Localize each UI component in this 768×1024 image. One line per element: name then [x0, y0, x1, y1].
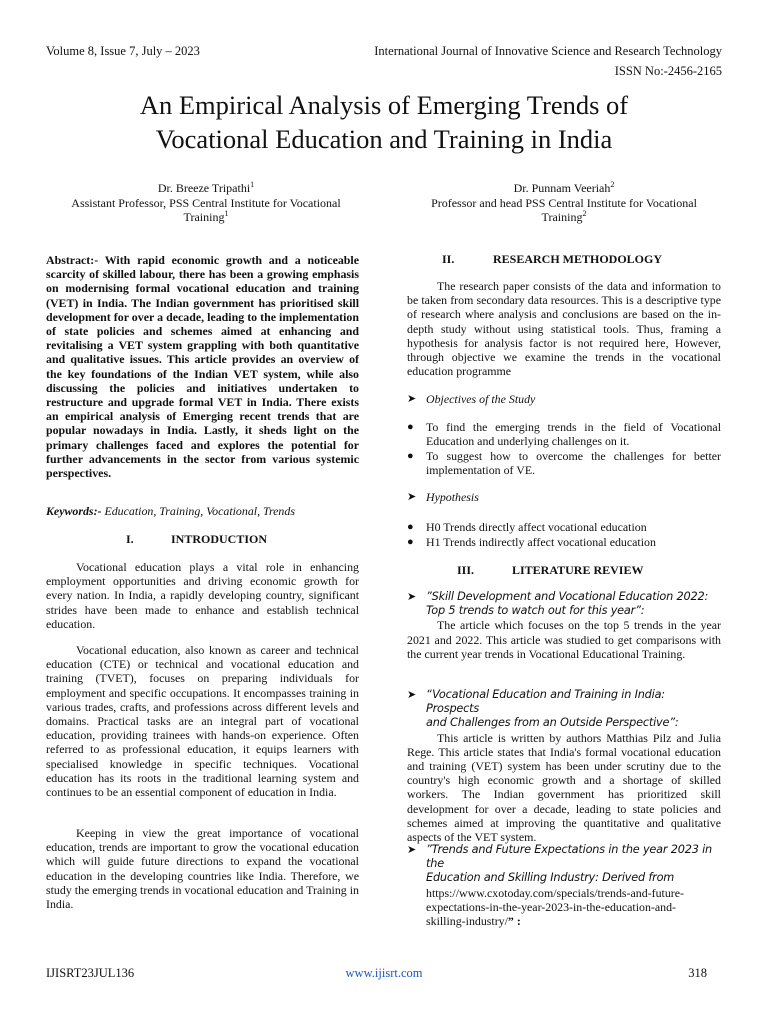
literature-heading	[457, 563, 697, 578]
lit-3-url-suffix: ” :	[507, 914, 521, 929]
lit-3-url-2[interactable]: expectations-in-the-year-2023-in-the-education-and-	[426, 899, 677, 914]
hypothesis-item-2	[407, 535, 721, 549]
round-bullet-icon: ●	[407, 450, 414, 462]
lit-1-heading-2: Top 5 trends to watch out for this year”:	[426, 604, 645, 618]
abstract-text: With rapid economic growth and a noticeable scarcity of skilled labour, there has been a growing emphasis on modernising formal vocational education and training (VET) in India. The Indian government has prioritised skill development for over a decade, leading to the implementation of state policies and schemes aimed at enhancing and revitalising a VET system grappling with both quantitative and qualitative issues. This article provides an overview of the key foundations of the Indian VET system, while also discussing the policies and initiatives undertaken to restructure and upgrade formal VET in India. There exists an empirical analysis of Emerging recent trends that are popular nowadays in India. Lastly, it sheds light on the primary challenges faced and explores the potential for further advancements in the sector from various systemic perspectives.	[46, 253, 359, 481]
keywords	[46, 504, 359, 518]
intro-paragraph-2: Vocational education, also known as career and technical education (CTE) or technical and vocational education and training (TVET), focuses on preparing individuals for employment and specific occupations. It encompasses training in various trades, crafts, and professions across different levels and domains. Practical tasks are an integral part of vocational education, providing trainees with hands-on experience. Often referred to as professional education, it equips learners with specialised knowledge in specific techniques. Vocational education has its roots in the traditional learning system and continues to be an essential component of education in India.	[46, 643, 359, 800]
round-bullet-icon: ●	[407, 421, 414, 433]
arrowhead-bullet-icon: ➤	[407, 689, 417, 701]
hypothesis-1-text: H0 Trends directly affect vocational education	[426, 520, 647, 534]
arrowhead-bullet-icon: ➤	[407, 591, 417, 603]
author-1	[51, 181, 361, 225]
journal-name: International Journal of Innovative Science and Research Technology	[374, 44, 722, 58]
arrowhead-bullet-icon: ➤	[407, 491, 417, 503]
lit-3-url-1[interactable]: https://www.cxotoday.com/specials/trends-and-future-	[426, 885, 684, 900]
intro-number: I.	[126, 532, 134, 546]
lit-3-url-3-line	[426, 914, 721, 928]
objectives-heading-text: Objectives of the Study	[426, 392, 536, 406]
author-1-affil-2: Training	[183, 210, 225, 224]
lit-1-heading-1: ”Skill Development and Vocational Education 2022:	[426, 590, 709, 603]
methodology-paragraph: The research paper consists of the data and information to be taken from secondary data resources. This is a descriptive type of research where analysis and conclusions are based on the in-depth study without using statistical tools. Thus, framing a hypothesis for analysis factor is not required here, However, through objective we examine the trends in the vocational education programme	[407, 279, 721, 379]
methodology-heading	[442, 252, 702, 267]
methodology-title: RESEARCH METHODOLOGY	[493, 252, 663, 266]
abstract	[46, 253, 359, 480]
paper-code: IJISRT23JUL136	[46, 966, 135, 980]
author-2-affil-sup: 2	[582, 209, 587, 218]
arrowhead-bullet-icon: ➤	[407, 393, 417, 405]
page-number: 318	[688, 966, 707, 980]
author-2-affil-2-line	[409, 210, 719, 225]
objective-1-text: To find the emerging trends in the field of Vocational Education and underlying challenges on it.	[426, 420, 721, 449]
volume-info: Volume 8, Issue 7, July – 2023	[46, 44, 200, 58]
author-1-affil-sup: 1	[224, 209, 229, 218]
lit-3-url-3[interactable]: skilling-industry/	[426, 914, 508, 929]
literature-number: III.	[457, 563, 475, 577]
keywords-text: Education, Training, Vocational, Trends	[104, 504, 295, 518]
intro-title: INTRODUCTION	[171, 532, 268, 546]
objectives-heading	[407, 392, 721, 406]
hypothesis-heading	[407, 490, 721, 504]
author-1-name-line	[51, 181, 361, 196]
author-2-name-line	[409, 181, 719, 196]
author-1-affil-1: Assistant Professor, PSS Central Institute for Vocational	[71, 195, 341, 210]
intro-paragraph-1: Vocational education plays a vital role in enhancing employment opportunities and driving economic growth for every nation. In India, a rapidly developing country, significant strides have been made to enhance and establish technical education.	[46, 560, 359, 631]
keywords-label: Keywords:-	[46, 504, 102, 518]
methodology-number: II.	[442, 252, 455, 266]
literature-title: LITERATURE REVIEW	[512, 563, 644, 577]
intro-paragraph-3: Keeping in view the great importance of vocational education, trends are important to grow the vocational education which will guide future directions to expand the vocational education in the developing countries like India. Therefore, we study the emerging trends in vocational education and Training in India.	[46, 826, 359, 912]
issn: ISSN No:-2456-2165	[614, 64, 722, 78]
paper-title	[0, 88, 768, 156]
round-bullet-icon: ●	[407, 521, 414, 533]
abstract-label: Abstract:-	[46, 253, 99, 267]
round-bullet-icon: ●	[407, 536, 414, 548]
lit-2-heading-1: “Vocational Education and Training in India: Prospects	[426, 688, 665, 716]
author-2	[409, 181, 719, 225]
author-2-affil-1: Professor and head PSS Central Institute for Vocational	[431, 195, 697, 210]
author-2-sup: 2	[610, 180, 615, 189]
literature-item-2	[407, 688, 721, 844]
author-2-name: Dr. Punnam Veeriah	[513, 181, 611, 195]
intro-heading	[126, 532, 326, 547]
objective-item-1	[407, 420, 721, 448]
author-1-name: Dr. Breeze Tripathi	[157, 181, 251, 195]
arrowhead-bullet-icon: ➤	[407, 844, 417, 856]
author-1-affil-2-line	[51, 210, 361, 225]
literature-item-1	[407, 590, 721, 661]
hypothesis-item-1	[407, 520, 721, 534]
hypothesis-2-text: H1 Trends indirectly affect vocational education	[426, 535, 656, 549]
lit-2-text: This article is written by authors Matthias Pilz and Julia Rege. This article states that India's formal vocational education and training (VET) system has been under scrutiny due to the country's high economic growth and a shortage of skilled workers. The Indian government has prioritized skill development for over a decade, leading to state policies and schemes aimed at improving the quantitative and qualitative aspects of the VET system.	[407, 730, 721, 845]
journal-website-link[interactable]: www.ijisrt.com	[345, 966, 423, 980]
author-2-affil-2: Training	[541, 210, 583, 224]
title-line-1: An Empirical Analysis of Emerging Trends of	[139, 90, 629, 120]
author-1-sup: 1	[250, 180, 255, 189]
objective-item-2	[407, 449, 721, 477]
lit-2-heading-2: and Challenges from an Outside Perspective”:	[426, 716, 679, 730]
objective-2-text: To suggest how to overcome the challenges for better implementation of VE.	[426, 449, 721, 478]
lit-3-heading-1: ”Trends and Future Expectations in the year 2023 in the	[426, 843, 712, 871]
title-line-2: Vocational Education and Training in India	[155, 124, 613, 154]
lit-3-heading-2: Education and Skilling Industry: Derived from	[426, 871, 675, 885]
literature-item-3	[407, 843, 721, 928]
hypothesis-heading-text: Hypothesis	[426, 490, 479, 504]
lit-1-text: The article which focuses on the top 5 trends in the year 2021 and 2022. This article was studied to get comparisons with the current year trends in Vocational Educational Training.	[407, 618, 721, 661]
